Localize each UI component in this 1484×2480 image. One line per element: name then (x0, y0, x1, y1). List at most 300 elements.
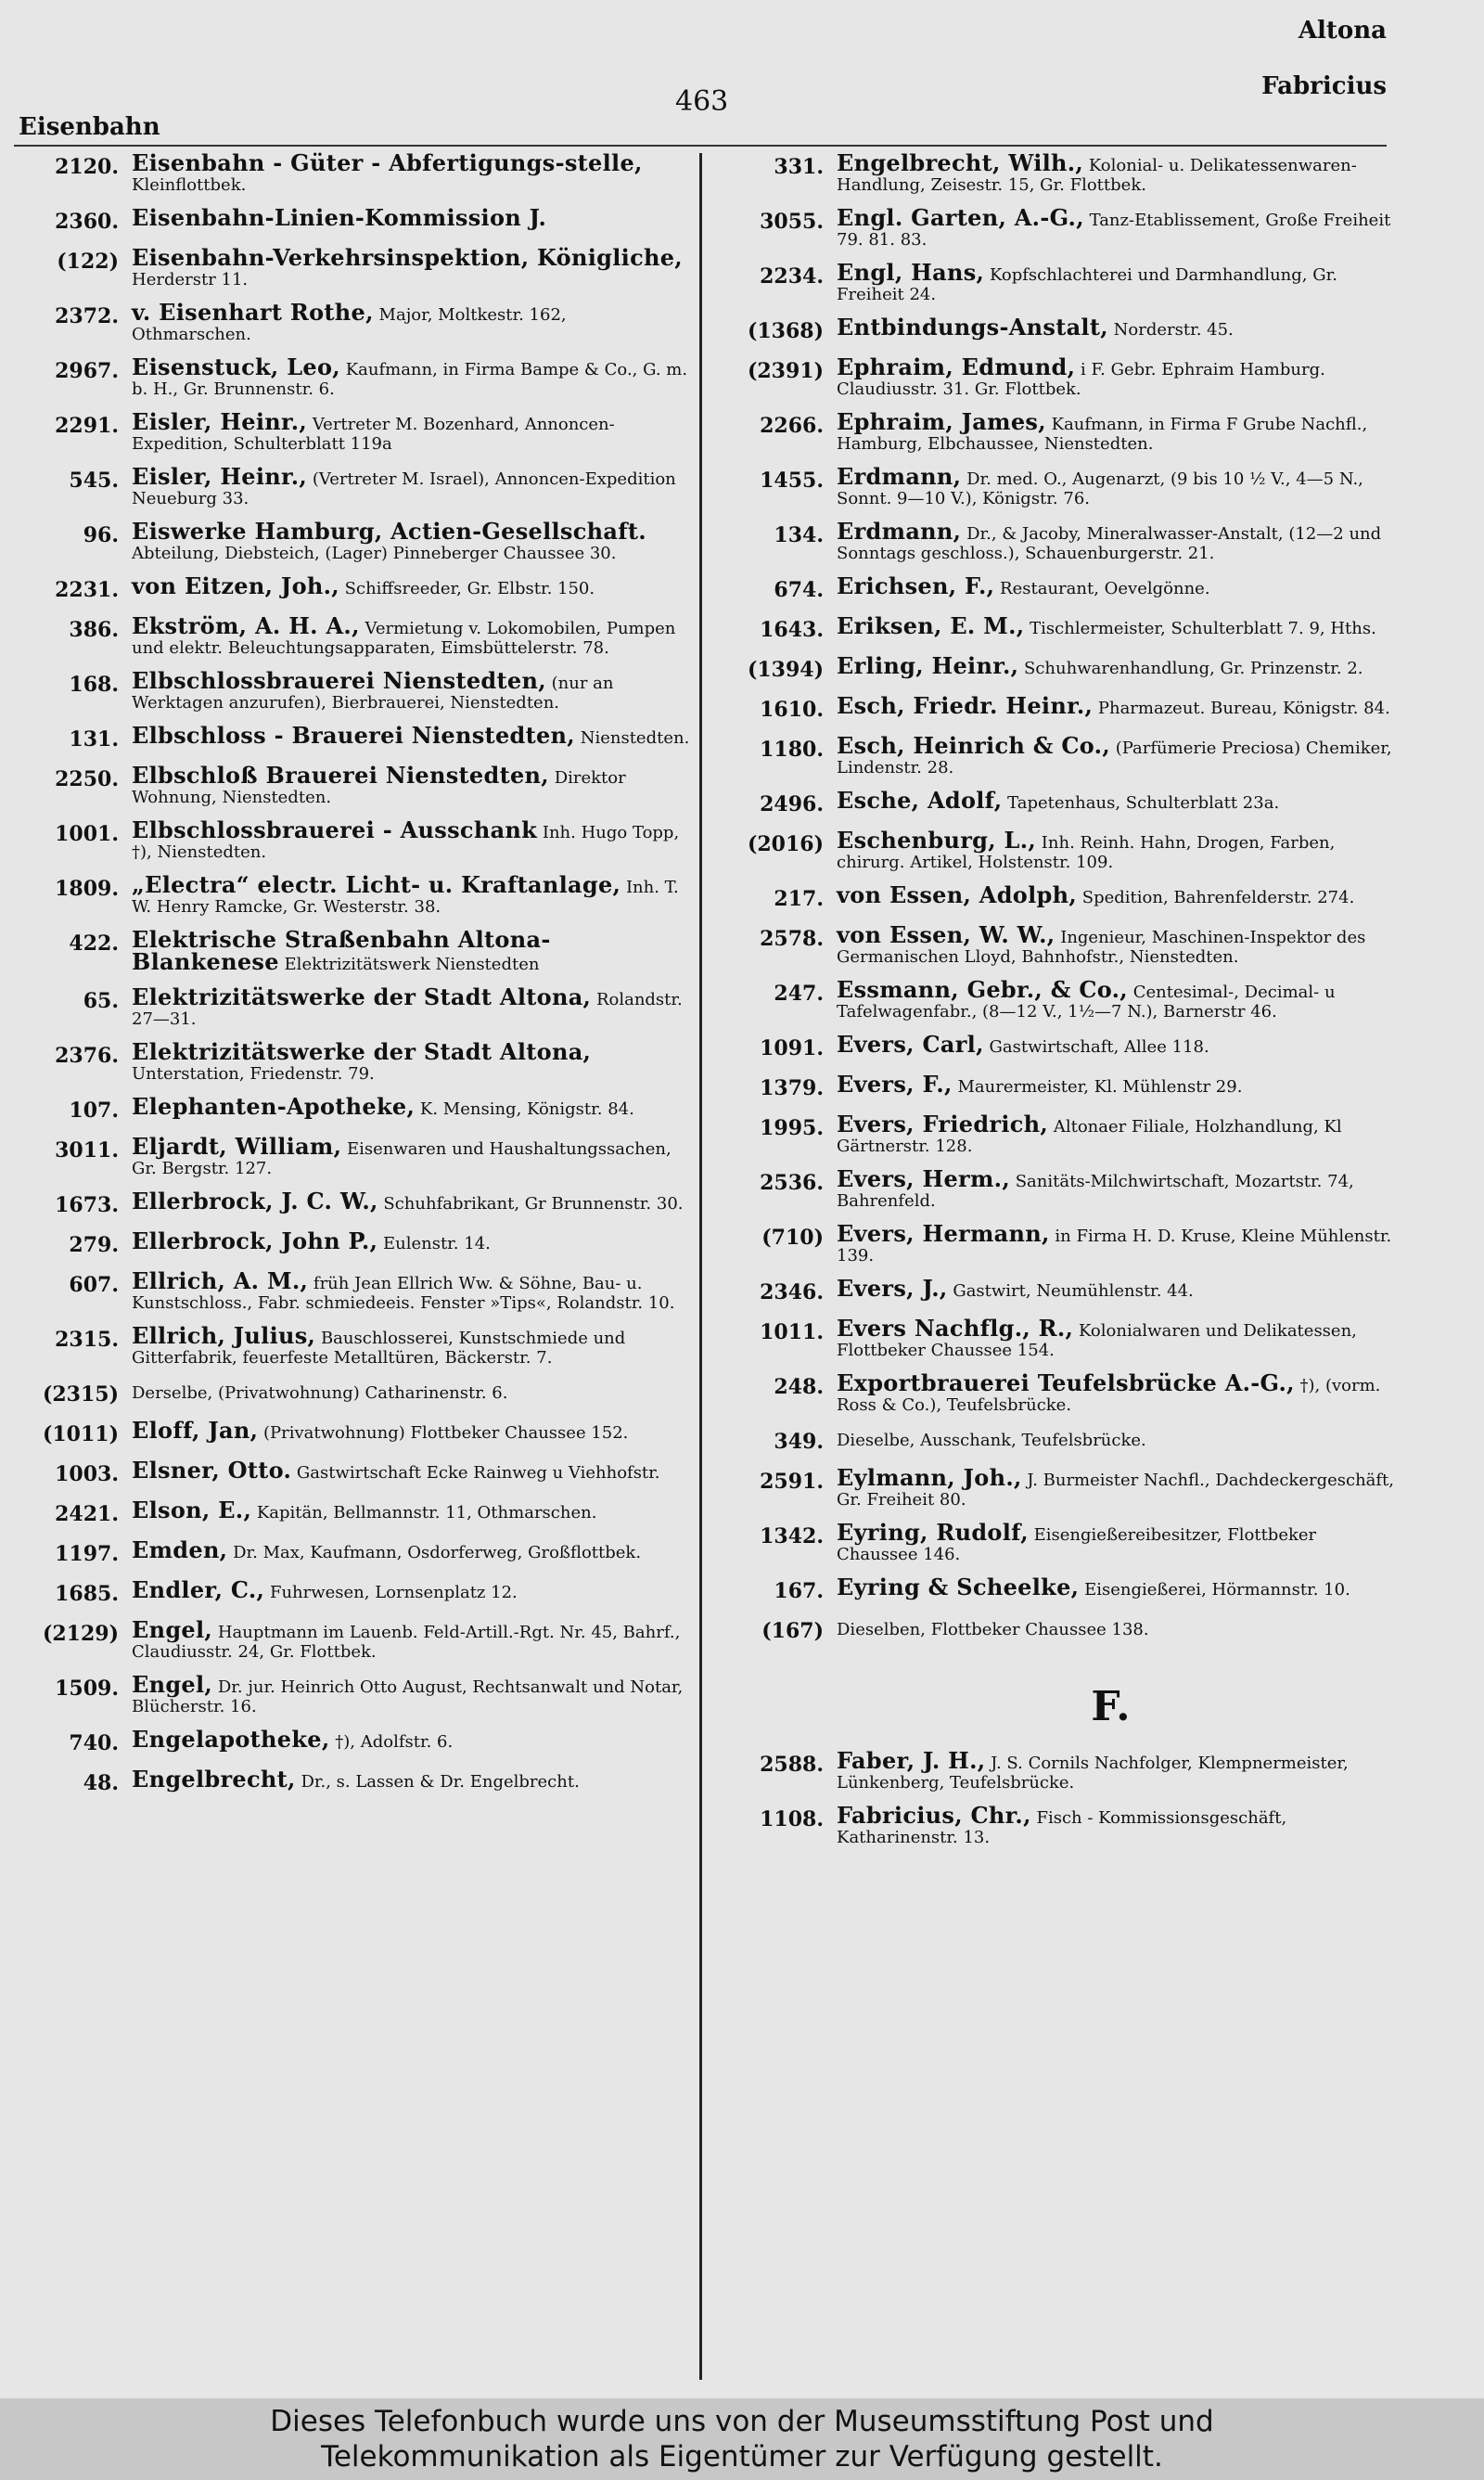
directory-entry (9, 463, 691, 508)
entry-description: †), Adolfstr. 6. (335, 1732, 454, 1752)
directory-entry (9, 1616, 691, 1662)
phone-number: 107. (69, 1099, 119, 1123)
entry-description: Elektrizitätswerk Nienstedten (284, 955, 540, 974)
directory-entry (9, 1457, 691, 1487)
entry-name: Ephraim, Edmund, (837, 353, 1076, 380)
entry-body (837, 921, 1396, 967)
directory-entry (714, 204, 1396, 250)
phone-number: 131. (69, 727, 119, 752)
entry-body (132, 1188, 691, 1214)
entry-name: Elbschloss - Brauerei Nienstedten, (132, 722, 575, 749)
page-number: 463 (675, 85, 729, 118)
phone-number: 3011. (55, 1138, 119, 1163)
directory-entry (714, 353, 1396, 399)
header-rule (14, 145, 1387, 147)
entry-description: Inh. Hugo Topp, †), Nienstedten. (132, 823, 680, 862)
entry-name: Eisenbahn-Linien-Kommission J. (132, 204, 547, 231)
directory-entry (714, 1747, 1396, 1793)
phone-number: 422. (69, 932, 119, 956)
phone-number: 1610. (760, 698, 824, 722)
directory-entry (714, 787, 1396, 817)
entry-description: Derselbe, (Privatwohnung) Catharinenstr. 6. (132, 1383, 508, 1403)
entry-name: Elson, E., (132, 1497, 252, 1523)
entry-name: Eloff, Jan, (132, 1417, 259, 1444)
range-end-heading: Fabricius (1261, 72, 1387, 100)
directory-entry (714, 1617, 1396, 1644)
entry-body (132, 149, 691, 195)
phone-number: 1003. (55, 1462, 119, 1486)
entry-description: (Parfümerie Preciosa) Chemiker, Lindenstr. 28. (837, 739, 1392, 777)
entry-body (837, 1315, 1396, 1360)
entry-description: Kaufmann, in Firma F Grube Nachfl., Hamburg, Elbchaussee, Nienstedten. (837, 415, 1368, 454)
entry-name: Emden, (132, 1536, 228, 1563)
footer-line-2: Telekommunikation als Eigentümer zur Verfügung gestellt. (321, 2440, 1163, 2474)
directory-entry (9, 299, 691, 344)
entry-body (837, 572, 1396, 599)
phone-number: 740. (69, 1731, 119, 1755)
entry-body (837, 1031, 1396, 1058)
entry-name: Engl. Garten, A.-G., (837, 204, 1084, 231)
entry-name: Engelbrecht, Wilh., (837, 149, 1084, 176)
entry-name: Engel, (132, 1671, 213, 1698)
directory-entry (714, 1220, 1396, 1266)
directory-entry (714, 692, 1396, 723)
directory-entry (9, 1576, 691, 1607)
directory-entry (9, 1093, 691, 1124)
entry-body (132, 1133, 691, 1178)
entry-name: Eylmann, Joh., (837, 1464, 1022, 1491)
entry-name: Elsner, Otto. (132, 1457, 292, 1484)
directory-entry (714, 518, 1396, 563)
entry-name: Evers Nachflg., R., (837, 1315, 1074, 1342)
entry-description: Kaufmann, in Firma Bampe & Co., G. m. b. H., Gr. Brunnenstr. 6. (132, 360, 688, 399)
phone-number: 248. (774, 1375, 824, 1399)
right-column (714, 149, 1396, 1860)
phone-number: 674. (774, 578, 824, 602)
entry-name: „Electra“ electr. Licht- u. Kraftanlage, (132, 871, 621, 898)
directory-entry (9, 1038, 691, 1084)
entry-body (132, 1766, 691, 1793)
directory-entry (9, 722, 691, 752)
entry-body (837, 353, 1396, 399)
directory-entry (9, 1267, 691, 1313)
entry-name: Elektrische Straßenbahn Altona-Blankenese (132, 926, 551, 975)
directory-entry (714, 732, 1396, 777)
entry-description: K. Mensing, Königstr. 84. (419, 1099, 634, 1119)
entry-name: Fabricius, Chr., (837, 1802, 1031, 1829)
directory-entry (9, 1417, 691, 1447)
entry-name: Elbschlossbrauerei Nienstedten, (132, 667, 546, 694)
entry-body (132, 353, 691, 399)
entry-name: Engelbrecht, (132, 1766, 296, 1793)
entry-body (132, 408, 691, 454)
entry-body (837, 1220, 1396, 1266)
entry-name: Erling, Heinr., (837, 652, 1019, 679)
directory-entry (9, 204, 691, 235)
phone-number: 1455. (760, 469, 824, 493)
entry-description: Inh. T. W. Henry Ramcke, Gr. Westerstr. 38. (132, 878, 679, 917)
entry-name: Esche, Adolf, (837, 787, 1003, 814)
entry-body (132, 1726, 691, 1753)
entry-description: Norderstr. 45. (1113, 320, 1234, 340)
entry-description: Abteilung, Diebsteich, (Lager) Pinneberger Chaussee 30. (132, 544, 617, 563)
phone-number: 1342. (760, 1524, 824, 1548)
directory-entry (9, 1536, 691, 1567)
entry-name: Eisenbahn - Güter - Abfertigungs-stelle, (132, 149, 643, 176)
entry-body (837, 612, 1396, 639)
entry-name: Eyring, Rudolf, (837, 1519, 1029, 1546)
directory-entry (9, 1133, 691, 1178)
entry-description: Dr., & Jacoby, Mineralwasser-Anstalt, (12—2 und Sonntags geschloss.), Schauenburgerstr. 21. (837, 524, 1382, 563)
entry-body (132, 1093, 691, 1120)
phone-number: 2346. (760, 1280, 824, 1304)
phone-number: (2391) (747, 359, 824, 383)
entry-name: Eriksen, E. M., (837, 612, 1025, 639)
phone-number: 1011. (760, 1320, 824, 1344)
entry-name: Engl, Hans, (837, 259, 985, 286)
phone-number: 2376. (55, 1044, 119, 1068)
entry-body (837, 1165, 1396, 1211)
entry-body (132, 572, 691, 599)
entry-description: Spedition, Bahrenfelderstr. 274. (1081, 888, 1355, 907)
column-divider (699, 153, 702, 2380)
entry-description: Gastwirtschaft, Allee 118. (989, 1037, 1209, 1057)
directory-entry (9, 1726, 691, 1756)
entry-body (132, 1322, 691, 1368)
entry-body (132, 1497, 691, 1523)
entry-name: Evers, Hermann, (837, 1220, 1050, 1247)
directory-entry (9, 762, 691, 807)
entry-description: Dieselben, Flottbeker Chaussee 138. (837, 1620, 1149, 1639)
directory-entry (9, 612, 691, 658)
entry-body (132, 244, 691, 289)
phone-number: 349. (774, 1430, 824, 1454)
entry-body (837, 1617, 1396, 1639)
phone-number: (2016) (747, 832, 824, 856)
entry-description: Tapetenhaus, Schulterblatt 23a. (1007, 793, 1280, 813)
directory-entry (9, 667, 691, 713)
entry-name: Evers, Carl, (837, 1031, 984, 1058)
directory-entry (714, 1464, 1396, 1510)
entry-body (132, 722, 691, 749)
phone-number: 3055. (760, 210, 824, 234)
directory-entry (9, 1766, 691, 1796)
entry-body (132, 762, 691, 807)
phone-number: 2120. (55, 155, 119, 179)
phone-number: (710) (761, 1226, 824, 1250)
entry-name: Eisler, Heinr., (132, 463, 308, 490)
entry-name: Faber, J. H., (837, 1747, 986, 1774)
entry-body (837, 976, 1396, 1022)
entry-body (132, 1536, 691, 1563)
entry-name: von Essen, W. W., (837, 921, 1055, 948)
phone-number: 217. (774, 887, 824, 911)
entry-name: von Essen, Adolph, (837, 881, 1078, 908)
phone-number: (1011) (42, 1422, 119, 1446)
entry-body (132, 816, 691, 862)
entry-name: Esch, Heinrich & Co., (837, 732, 1110, 759)
entry-description: Kopfschlachterei und Darmhandlung, Gr. Freiheit 24. (837, 265, 1337, 304)
phone-number: (1368) (747, 319, 824, 343)
phone-number: 1108. (760, 1807, 824, 1831)
entry-description: Sanitäts-Milchwirtschaft, Mozartstr. 74, Bahrenfeld. (837, 1172, 1354, 1211)
entry-description: Eisengießereibesitzer, Flottbeker Chaussee 146. (837, 1525, 1317, 1564)
directory-entry (714, 1369, 1396, 1415)
directory-entry (9, 518, 691, 563)
phone-number: 2231. (55, 578, 119, 602)
entry-body (837, 1071, 1396, 1098)
phone-number: 2591. (760, 1470, 824, 1494)
entry-body (837, 732, 1396, 777)
entry-name: Evers, Herm., (837, 1165, 1010, 1192)
entry-name: Eisenbahn-Verkehrsinspektion, Königliche, (132, 244, 683, 271)
entry-description: Herderstr 11. (132, 270, 249, 289)
directory-entry (714, 612, 1396, 643)
entry-description: Dr. jur. Heinrich Otto August, Rechtsanwalt und Notar, Blücherstr. 16. (132, 1677, 684, 1716)
entry-description: Fuhrwesen, Lornsenplatz 12. (269, 1583, 518, 1602)
entry-body (837, 1519, 1396, 1564)
entry-description: Eisenwaren und Haushaltungssachen, Gr. Bergstr. 127. (132, 1139, 672, 1178)
range-start-heading: Eisenbahn (19, 113, 160, 141)
phone-number: 607. (69, 1273, 119, 1297)
phone-number: (1394) (747, 658, 824, 682)
entry-body (132, 518, 691, 563)
directory-entry (9, 1381, 691, 1407)
directory-entry (714, 408, 1396, 454)
entry-name: Elbschloß Brauerei Nienstedten, (132, 762, 549, 789)
entry-body (132, 1417, 691, 1444)
phone-number: (122) (57, 250, 119, 274)
phone-number: (2129) (42, 1622, 119, 1646)
entry-name: Evers, J., (837, 1275, 948, 1302)
entry-description: Schuhwarenhandlung, Gr. Prinzenstr. 2. (1024, 659, 1363, 678)
directory-entry (714, 1315, 1396, 1360)
entry-description: Schiffsreeder, Gr. Elbstr. 150. (344, 579, 595, 598)
entry-name: von Eitzen, Joh., (132, 572, 339, 599)
phone-number: 65. (83, 989, 119, 1013)
directory-entry (714, 259, 1396, 304)
directory-entry (714, 827, 1396, 872)
directory-entry (714, 1428, 1396, 1455)
directory-entry (9, 353, 691, 399)
entry-description: J. S. Cornils Nachfolger, Klempnermeister, Lünkenberg, Teufelsbrücke. (837, 1754, 1349, 1793)
directory-entry (9, 871, 691, 917)
entry-name: Entbindungs-Anstalt, (837, 314, 1108, 341)
entry-description: Kapitän, Bellmannstr. 11, Othmarschen. (256, 1503, 597, 1523)
entry-name: Erichsen, F., (837, 572, 995, 599)
entry-name: Eschenburg, L., (837, 827, 1037, 854)
entry-description: Eulenstr. 14. (382, 1234, 491, 1253)
left-column (9, 149, 691, 1809)
entry-name: Elektrizitätswerke der Stadt Altona, (132, 983, 592, 1010)
phone-number: 2421. (55, 1502, 119, 1526)
entry-name: Eljardt, William, (132, 1133, 342, 1160)
phone-number: 134. (774, 523, 824, 547)
phone-number: 1091. (760, 1036, 824, 1060)
entry-description: Inh. Reinh. Hahn, Drogen, Farben, chirurg. Artikel, Holstenstr. 109. (837, 833, 1336, 872)
phone-number: 2315. (55, 1328, 119, 1352)
entry-description: i F. Gebr. Ephraim Hamburg. Claudiusstr. 31. Gr. Flottbek. (837, 360, 1325, 399)
directory-entry (714, 463, 1396, 508)
directory-entry (714, 1165, 1396, 1211)
entry-body (132, 1267, 691, 1313)
directory-entry (714, 881, 1396, 912)
entry-name: Evers, F., (837, 1071, 953, 1098)
entry-description: Eisengießerei, Hörmannstr. 10. (1084, 1580, 1350, 1600)
entry-body (837, 1574, 1396, 1600)
entry-description: †), (vorm. Ross & Co.), Teufelsbrücke. (837, 1376, 1381, 1415)
phone-number: (167) (761, 1619, 824, 1643)
phone-number: 2372. (55, 304, 119, 328)
entry-description: Maurermeister, Kl. Mühlenstr 29. (957, 1077, 1243, 1097)
entry-name: Ellerbrock, J. C. W., (132, 1188, 378, 1214)
phone-number: 2360. (55, 210, 119, 234)
phone-number: 2250. (55, 767, 119, 791)
entry-body (132, 1038, 691, 1084)
entry-name: Ekström, A. H. A., (132, 612, 360, 639)
entry-name: Eiswerke Hamburg, Actien-Gesellschaft. (132, 518, 646, 545)
entry-description: Hauptmann im Lauenb. Feld-Artill.-Rgt. Nr. 45, Bahrf., Claudiusstr. 24, Gr. Flottbek. (132, 1623, 681, 1662)
entry-description: Nienstedten. (580, 728, 690, 748)
entry-body (837, 787, 1396, 814)
entry-description: Centesimal-, Decimal- u Tafelwagenfabr., (8—12 V., 1½—7 N.), Barnerstr 46. (837, 983, 1336, 1022)
phone-number: 1180. (760, 738, 824, 762)
phone-number: 1379. (760, 1076, 824, 1100)
entry-name: Endler, C., (132, 1576, 265, 1603)
entry-description: Bauschlosserei, Kunstschmiede und Gitterfabrik, feuerfeste Metalltüren, Bäckerstr. 7. (132, 1329, 626, 1368)
entry-description: Tischlermeister, Schulterblatt 7. 9, Hths. (1030, 619, 1376, 638)
entry-body (837, 314, 1396, 341)
directory-entry (714, 1071, 1396, 1101)
entry-name: Eisler, Heinr., (132, 408, 308, 435)
entry-description: (Privatwohnung) Flottbeker Chaussee 152. (263, 1423, 629, 1443)
entry-name: Erdmann, (837, 518, 962, 545)
phone-number: 1995. (760, 1116, 824, 1140)
entry-name: Engel, (132, 1616, 213, 1643)
phone-number: 2536. (760, 1171, 824, 1195)
phone-number: 2234. (760, 264, 824, 289)
directory-entry (9, 926, 691, 975)
phone-number: 2266. (760, 414, 824, 438)
entry-body (132, 871, 691, 917)
directory-entry (714, 314, 1396, 344)
phone-number: 96. (83, 523, 119, 547)
entry-body (837, 204, 1396, 250)
directory-entry (714, 572, 1396, 603)
entry-body (132, 1616, 691, 1662)
directory-entry (9, 149, 691, 195)
entry-body (837, 1275, 1396, 1302)
directory-entry (9, 572, 691, 603)
entry-body (837, 1747, 1396, 1793)
entry-body (837, 827, 1396, 872)
entry-name: Engelapotheke, (132, 1726, 330, 1753)
entry-body (837, 1369, 1396, 1415)
entry-body (132, 1576, 691, 1603)
footer-line-1: Dieses Telefonbuch wurde uns von der Museumsstiftung Post und (270, 2405, 1214, 2438)
entry-description: Kleinflottbek. (132, 175, 247, 195)
phone-number: (2315) (42, 1382, 119, 1407)
entry-name: Elephanten-Apotheke, (132, 1093, 416, 1120)
entry-body (837, 692, 1396, 719)
entry-body (132, 1671, 691, 1716)
entry-description: Kolonialwaren und Delikatessen, Flottbeker Chaussee 154. (837, 1321, 1357, 1360)
entry-name: Elektrizitätswerke der Stadt Altona, (132, 1038, 592, 1065)
entry-body (837, 408, 1396, 454)
entry-description: Gastwirtschaft Ecke Rainweg u Viehhofstr. (296, 1463, 660, 1483)
entry-body (132, 926, 691, 975)
entry-body (837, 652, 1396, 679)
entry-body (837, 1428, 1396, 1450)
phone-number: 1197. (55, 1542, 119, 1566)
entry-description: Fisch - Kommissionsgeschäft, Katharinenstr. 13. (837, 1808, 1287, 1847)
entry-description: Vertreter M. Bozenhard, Annoncen-Expedition, Schulterblatt 119a (132, 415, 615, 454)
entry-description: Dr., s. Lassen & Dr. Engelbrecht. (301, 1772, 580, 1792)
phone-number: 48. (83, 1771, 119, 1795)
entry-description: (Vertreter M. Israel), Annoncen-Expedition Neueburg 33. (132, 469, 676, 508)
directory-entry (714, 149, 1396, 195)
entry-body (837, 1802, 1396, 1847)
entry-name: Eisenstuck, Leo, (132, 353, 340, 380)
phone-number: 168. (69, 673, 119, 697)
entry-description: Gastwirt, Neumühlenstr. 44. (953, 1281, 1194, 1301)
entry-name: Eyring & Scheelke, (837, 1574, 1080, 1600)
entry-description: Schuhfabrikant, Gr Brunnenstr. 30. (383, 1194, 684, 1214)
directory-entry (714, 1519, 1396, 1564)
directory-entry (714, 1031, 1396, 1061)
directory-entry (9, 1671, 691, 1716)
entry-body (837, 518, 1396, 563)
entry-description: Dr. Max, Kaufmann, Osdorferweg, Großflottbek. (233, 1543, 642, 1562)
entry-description: Dieselbe, Ausschank, Teufelsbrücke. (837, 1431, 1146, 1450)
phone-number: 386. (69, 618, 119, 642)
entry-description: Major, Moltkestr. 162, Othmarschen. (132, 305, 567, 344)
phone-number: 1643. (760, 618, 824, 642)
entry-body (132, 1227, 691, 1254)
phone-number: 331. (774, 155, 824, 179)
entry-description: (nur an Werktagen anzurufen), Bierbrauerei, Nienstedten. (132, 674, 614, 713)
entry-description: Dr. med. O., Augenarzt, (9 bis 10 ½ V., 4—5 N., Sonnt. 9—10 V.), Königstr. 76. (837, 469, 1363, 508)
directory-entry (714, 1111, 1396, 1156)
phone-number: 1673. (55, 1193, 119, 1217)
directory-entry (714, 921, 1396, 967)
entry-body (837, 1464, 1396, 1510)
entry-name: Ellrich, Julius, (132, 1322, 316, 1349)
entry-body (837, 259, 1396, 304)
phone-number: 247. (774, 982, 824, 1006)
entry-name: Elbschlossbrauerei - Ausschank (132, 816, 538, 843)
directory-entry (714, 1275, 1396, 1305)
phone-number: 1809. (55, 877, 119, 901)
phone-number: 167. (774, 1579, 824, 1603)
entry-name: Evers, Friedrich, (837, 1111, 1049, 1137)
entry-description: Kolonial- u. Delikatessenwaren-Handlung, Zeisestr. 15, Gr. Flottbek. (837, 156, 1357, 195)
entry-description: Ingenieur, Maschinen-Inspektor des Germanischen Lloyd, Bahnhofstr., Nienstedten. (837, 928, 1366, 967)
entry-description: Unterstation, Friedenstr. 79. (132, 1064, 375, 1084)
phone-number: 279. (69, 1233, 119, 1257)
directory-entry (9, 983, 691, 1029)
directory-entry (9, 408, 691, 454)
entry-body (132, 299, 691, 344)
directory-entry (714, 976, 1396, 1022)
entry-body (132, 983, 691, 1029)
entry-body (132, 204, 691, 231)
entry-body (132, 1381, 691, 1403)
entry-name: Essmann, Gebr., & Co., (837, 976, 1128, 1003)
entry-body (837, 881, 1396, 908)
directory-entry (9, 1227, 691, 1258)
phone-number: 2967. (55, 359, 119, 383)
